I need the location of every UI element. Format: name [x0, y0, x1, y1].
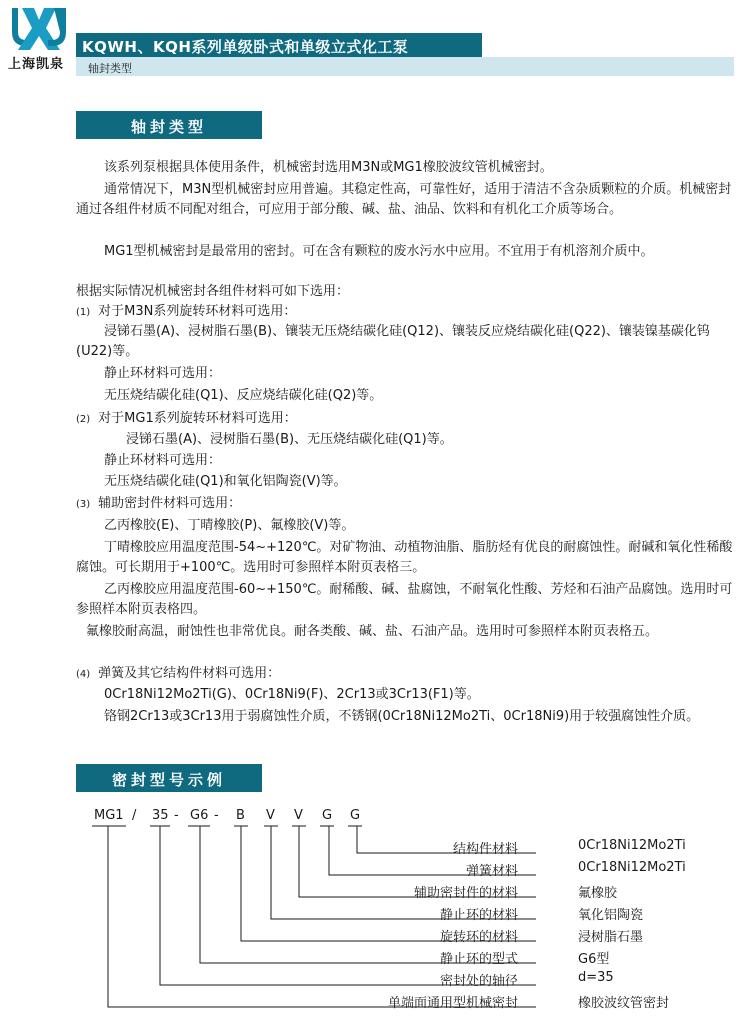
- row-value: d=35: [578, 970, 614, 985]
- item-number: (2): [76, 414, 91, 425]
- kq-logo-icon: [8, 6, 70, 52]
- item-title: 对于MG1系列旋转环材料可选用：: [98, 411, 297, 426]
- code-part: G: [350, 808, 361, 823]
- item-4-text: 0Cr18Ni12Mo2Ti(G)、0Cr18Ni9(F)、2Cr13或3Cr13(F1)等。: [104, 687, 480, 702]
- code-part: /: [132, 808, 137, 823]
- item-2-title: [76, 409, 736, 430]
- subtitle-bar: [76, 57, 734, 76]
- row-value: 氟橡胶: [578, 886, 618, 901]
- item-number: (4): [76, 669, 91, 680]
- row-label: 静止环的型式: [439, 952, 518, 967]
- row-value: G6型: [578, 952, 610, 967]
- item-3-text4: 氟橡胶耐高温，耐蚀性也非常优良。耐各类酸、碱、盐、石油产品。选用时可参照样本附页表格五。: [86, 624, 659, 639]
- paragraph: 该系列泵根据具体使用条件，机械密封选用M3N或MG1橡胶波纹管机械密封。: [104, 160, 553, 175]
- item-4-title: [76, 664, 736, 685]
- row-label: 结构件材料: [452, 842, 518, 857]
- paragraph: 根据实际情况机械密封各组件材料可如下选用：: [76, 284, 350, 299]
- item-3-text: 乙丙橡胶(E)、丁晴橡胶(P)、氟橡胶(V)等。: [104, 518, 355, 533]
- item-3-text3: 乙丙橡胶应用温度范围-60~+150℃。耐稀酸、碱、盐腐蚀，不耐氧化性酸、芳烃和石油产品腐蚀。选用时可参照样本附页表格四。: [76, 582, 733, 617]
- item-2-sub: 静止环材料可选用：: [104, 453, 222, 468]
- item-4-text2: 铬钢2Cr13或3Cr13用于弱腐蚀性介质，不锈钢(0Cr18Ni12Mo2Ti、0Cr18Ni9)用于较强腐蚀性介质。: [104, 709, 700, 724]
- item-2-text: 浸锑石墨(A)、浸树脂石墨(B)、无压烧结碳化硅(Q1)等。: [126, 432, 453, 447]
- title-bar-extension: [482, 33, 734, 58]
- code-part: V: [266, 808, 275, 823]
- item-1-text2: 无压烧结碳化硅(Q1)、反应烧结碳化硅(Q2)等。: [104, 388, 383, 403]
- paragraph: MG1型机械密封是最常用的密封。可在含有颗粒的废水污水中应用。不宜用于有机溶剂介质中。: [104, 244, 654, 259]
- logo-text: 上海凯泉: [8, 57, 65, 72]
- row-value: 0Cr18Ni12Mo2Ti: [578, 860, 686, 875]
- row-label: 弹簧材料: [465, 864, 518, 879]
- item-1-sub: 静止环材料可选用：: [104, 366, 222, 381]
- row-label: 单端面通用型机械密封: [387, 996, 518, 1011]
- item-title: 辅助密封件材料可选用：: [98, 496, 242, 511]
- item-title: 对于M3N系列旋转环材料可选用：: [98, 304, 297, 319]
- item-title: 弹簧及其它结构件材料可选用：: [98, 666, 281, 681]
- row-value: 橡胶波纹管密封: [578, 996, 670, 1011]
- code-part: MG1: [94, 808, 124, 823]
- code-part: -: [214, 808, 219, 823]
- section-title: 密封型号示例: [111, 771, 226, 789]
- page-subtitle: 轴封类型: [88, 62, 132, 75]
- title-bar: [76, 33, 482, 57]
- item-1-text: 浸锑石墨(A)、浸树脂石墨(B)、镶装无压烧结碳化硅(Q12)、镶装反应烧结碳化硅(Q22)、镶装镍基碳化钨(U22)等。: [76, 324, 710, 359]
- code-part: 35: [152, 808, 169, 823]
- item-3-title: [76, 494, 736, 515]
- row-label: 辅助密封件的材料: [413, 886, 518, 901]
- section-title: 轴封类型: [130, 118, 207, 136]
- item-number: (3): [76, 499, 91, 510]
- company-logo: [8, 6, 70, 72]
- seal-model-diagram: [76, 798, 736, 1018]
- page-title: KQWH、KQH系列单级卧式和单级立式化工泵: [82, 38, 409, 56]
- item-2-text2: 无压烧结碳化硅(Q1)和氧化铝陶瓷(V)等。: [104, 474, 347, 489]
- code-part: -: [174, 808, 179, 823]
- code-part: V: [294, 808, 303, 823]
- item-3-text2: 丁晴橡胶应用温度范围-54~+120℃。对矿物油、动植物油脂、脂肪烃有优良的耐腐蚀性。耐碱和氧化性稀酸腐蚀。可长期用于+100℃。选用时可参照样本附页表格三。: [76, 540, 733, 575]
- row-value: 0Cr18Ni12Mo2Ti: [578, 838, 686, 853]
- section-header-seal-model: [76, 764, 262, 792]
- section-header-shaft-seal: [76, 111, 262, 139]
- row-value: 浸树脂石墨: [578, 930, 644, 945]
- paragraph: 通常情况下，M3N型机械密封应用普遍。其稳定性高，可靠性好，适用于清洁不含杂质颗粒的介质。机械密封通过各组件材质不同配对组合，可应用于部分酸、碱、盐、油品、饮料和有机化工介质等场合。: [76, 182, 732, 217]
- code-part: B: [236, 808, 245, 823]
- row-label: 静止环的材料: [439, 908, 518, 923]
- row-label: 旋转环的材料: [439, 930, 518, 945]
- item-number: (1): [76, 307, 91, 318]
- code-part: G: [322, 808, 333, 823]
- code-part: G6: [190, 808, 209, 823]
- item-1-title: [76, 302, 736, 323]
- row-label: 密封处的轴径: [439, 974, 518, 989]
- row-value: 氧化铝陶瓷: [578, 908, 644, 923]
